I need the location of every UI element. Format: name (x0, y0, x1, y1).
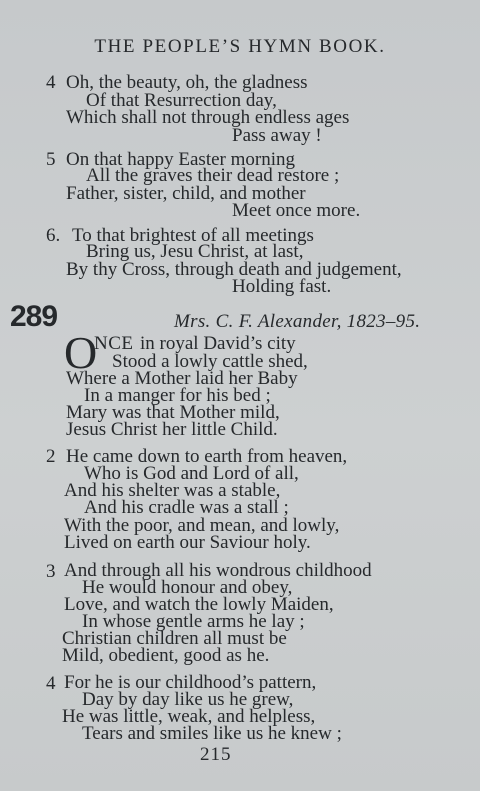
verse-line: In whose gentle arms he lay ; (82, 611, 305, 632)
verse-number: 3 (46, 561, 56, 582)
hymn-number: 289 (10, 300, 58, 333)
verse-number: 4 (46, 673, 56, 694)
verse-line: Stood a lowly cattle shed, (112, 351, 308, 372)
verse-line: With the poor, and mean, and lowly, (64, 515, 340, 536)
page-number: 215 (200, 744, 232, 765)
verse-line: Holding fast. (232, 276, 332, 297)
verse-line: And his shelter was a stable, (64, 480, 281, 501)
verse-line: Who is God and Lord of all, (84, 463, 299, 484)
running-head: THE PEOPLE’S HYMN BOOK. (94, 36, 386, 57)
drop-cap: O (64, 327, 98, 378)
verse-line: And through all his wondrous childhood (64, 560, 372, 581)
verse-line: Oh, the beauty, oh, the gladness (66, 72, 308, 93)
verse-line: Of that Resurrection day, (86, 90, 277, 111)
verse-line: Bring us, Jesu Christ, at last, (86, 241, 304, 262)
verse-line: In a manger for his bed ; (84, 385, 271, 406)
verse-line: Tears and smiles like us he knew ; (82, 723, 342, 744)
verse-line: Mary was that Mother mild, (66, 402, 280, 423)
verse-line: Where a Mother laid her Baby (66, 368, 298, 389)
verse-number: 6. (46, 225, 61, 246)
verse-line: in royal David’s city (140, 333, 296, 354)
verse-line: Mild, obedient, good as he. (62, 645, 270, 666)
verse-line: He came down to earth from heaven, (66, 446, 348, 467)
verse-line: All the graves their dead restore ; (86, 165, 340, 186)
verse-line: Father, sister, child, and mother (66, 183, 306, 204)
verse-line: Christian children all must be (62, 628, 287, 649)
verse-line: Pass away ! (232, 125, 322, 146)
verse-number: 2 (46, 446, 56, 467)
verse-line: And his cradle was a stall ; (84, 497, 289, 518)
verse-number: 5 (46, 149, 56, 170)
hymn-author: Mrs. C. F. Alexander, 1823–95. (174, 311, 421, 332)
verse-line: To that brightest of all meetings (72, 225, 314, 246)
verse-line: Meet once more. (232, 200, 361, 221)
first-word-rest: NCE (94, 333, 134, 354)
verse-line: Jesus Christ her little Child. (66, 419, 278, 440)
verse-line: On that happy Easter morning (66, 149, 296, 170)
verse-line: Lived on earth our Saviour holy. (64, 532, 311, 553)
verse-line: By thy Cross, through death and judgement, (66, 259, 402, 280)
verse-number: 4 (46, 72, 56, 93)
verse-line: He was little, weak, and helpless, (62, 706, 316, 727)
verse-line: For he is our childhood’s pattern, (64, 672, 317, 693)
verse-line: Which shall not through endless ages (66, 107, 350, 128)
verse-line: He would honour and obey, (82, 577, 293, 598)
verse-line: Love, and watch the lowly Maiden, (64, 594, 334, 615)
verse-line: Day by day like us he grew, (82, 689, 294, 710)
